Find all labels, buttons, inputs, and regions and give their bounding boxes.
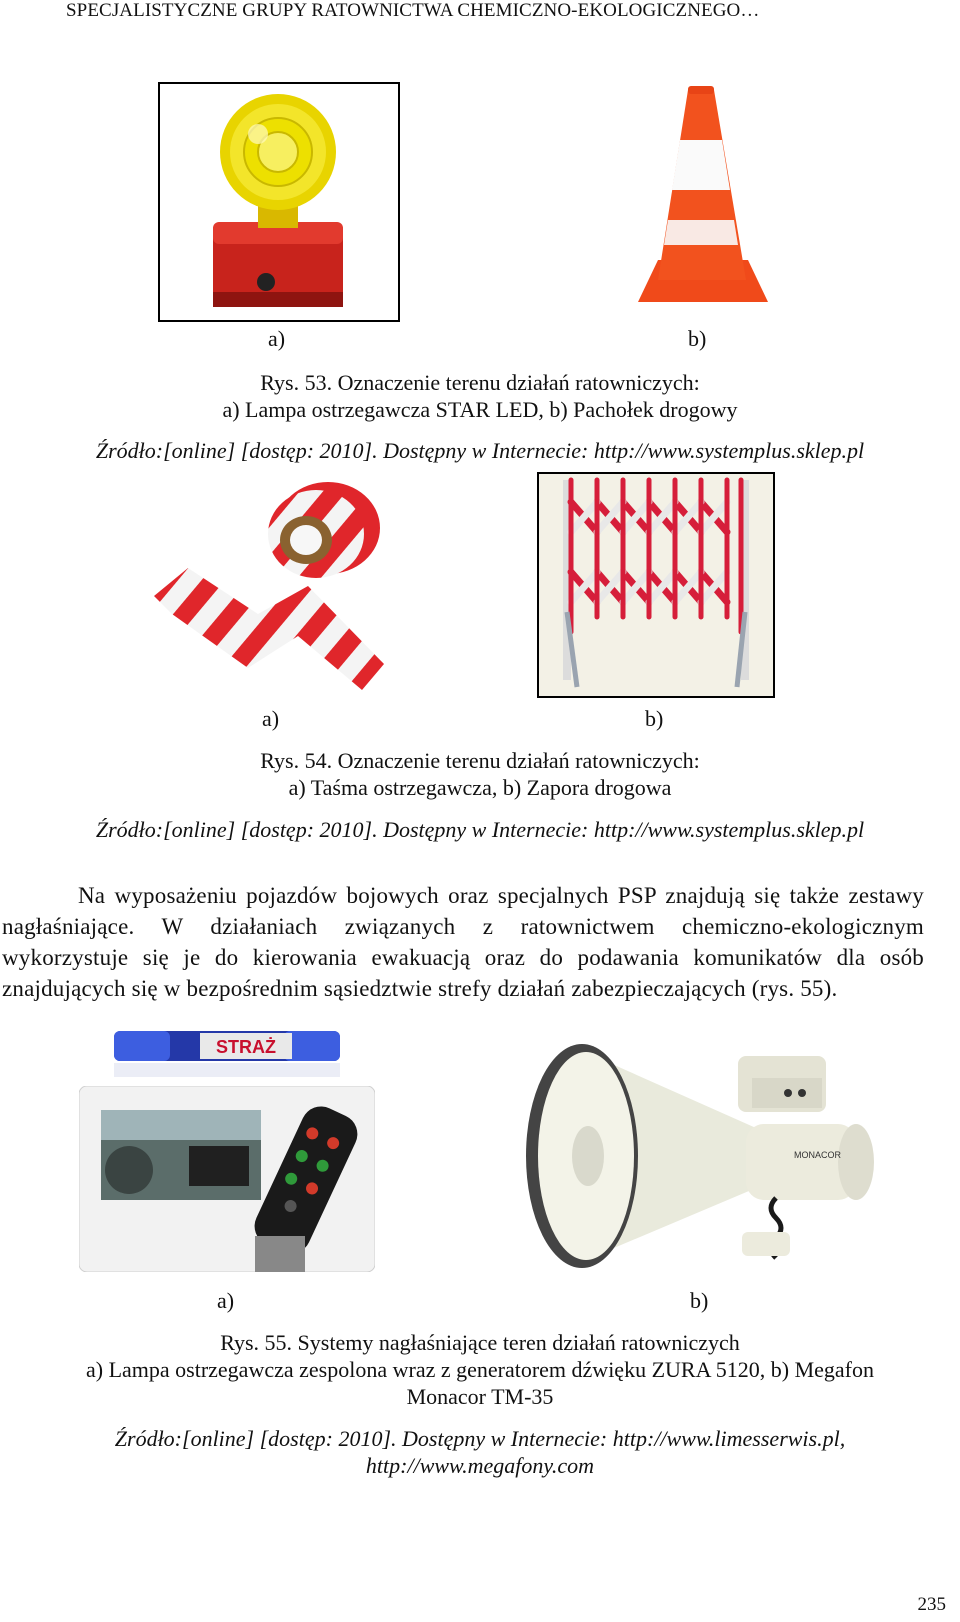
fig53-label-b: b) [688, 326, 707, 351]
fig54-source: Źródło:[online] [dostęp: 2010]. Dostępny w Internecie: http://www.systemplus.sklep.pl [95, 817, 865, 842]
warning-tape-image [148, 476, 398, 702]
fig55-label-a: a) [217, 1288, 235, 1313]
traffic-cone-image [628, 80, 778, 318]
body-paragraph: Na wyposażeniu pojazdów bojowych oraz specjalnych PSP znajdują się także zestawy nagłaśniające. W działaniach związanych z ratownictwem chemiczno-ekologicznym wykorzystuje się je do kierowania ewakuacją oraz do podawania komunikatów dla osób znajdujących się w bezpośrednim sąsiedztwie strefy działań zabezpieczających (rys. 55). [2, 883, 924, 1001]
megaphone-brand-text: MONACOR [794, 1150, 841, 1160]
fig53-label-a: a) [268, 326, 286, 351]
fig55-caption-line3: Monacor TM-35 [406, 1384, 554, 1409]
fig54-label-b: b) [645, 706, 664, 731]
sound-generator-image [79, 1086, 375, 1272]
fig54-label-a: a) [262, 706, 280, 731]
lightbar-image [114, 1027, 340, 1079]
fig54-caption-line2: a) Taśma ostrzegawcza, b) Zapora drogowa [288, 775, 672, 800]
fig55-caption-line2: a) Lampa ostrzegawcza zespolona wraz z generatorem dźwięku ZURA 5120, b) Megafon [85, 1357, 874, 1382]
page-number: 235 [917, 1594, 946, 1615]
fig55-source-line1: Źródło:[online] [dostęp: 2010]. Dostępny w Internecie: http://www.limesserwis.pl, [114, 1426, 846, 1451]
fig53-source: Źródło:[online] [dostęp: 2010]. Dostępny w Internecie: http://www.systemplus.sklep.pl [95, 438, 865, 463]
road-barrier-image [537, 472, 775, 698]
fig53-caption-line2: a) Lampa ostrzegawcza STAR LED, b) Pachołek drogowy [222, 397, 738, 422]
lightbar-text: STRAŻ [216, 1037, 276, 1057]
fig55-label-b: b) [690, 1288, 709, 1313]
fig55-caption-line1: Rys. 55. Systemy nagłaśniające teren działań ratowniczych [220, 1330, 740, 1355]
running-header: SPECJALISTYCZNE GRUPY RATOWNICTWA CHEMICZNO-EKOLOGICZNEGO… [66, 0, 760, 21]
fig53-caption-line1: Rys. 53. Oznaczenie terenu działań ratowniczych: [260, 370, 700, 395]
megaphone-image [526, 1038, 878, 1272]
fig54-caption-line1: Rys. 54. Oznaczenie terenu działań ratowniczych: [260, 748, 700, 773]
fig55-source-line2: http://www.megafony.com [365, 1453, 595, 1478]
warning-lamp-image [158, 82, 400, 322]
